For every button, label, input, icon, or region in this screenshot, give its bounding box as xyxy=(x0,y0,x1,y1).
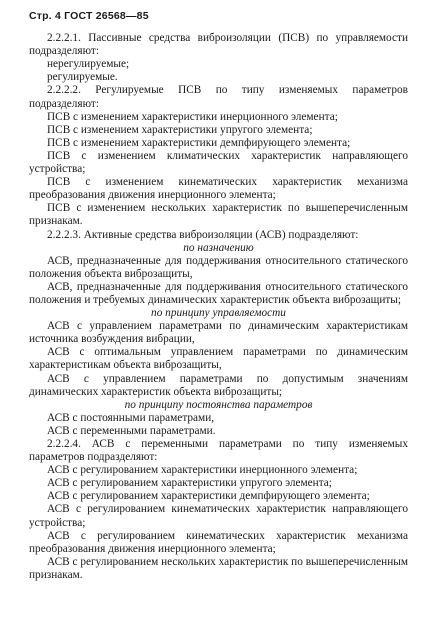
paragraph: 2.2.2.3. Активные средства виброизоляции (АСВ) подразделяют: xyxy=(47,228,359,241)
paragraph: ПСВ с изменением кинематических характеристик механизма преобразования движения инерционного элемента; xyxy=(29,176,408,202)
paragraph: нерегулируемые; xyxy=(47,58,130,71)
paragraph: АСВ, предназначенные для поддерживания относительного статического положения и требуемых динамических характеристик объекта виброзащиты; xyxy=(29,280,408,306)
paragraph: 2.2.2.4. АСВ с переменными параметрами по типу изменяемых параметров подразделяют: xyxy=(29,438,408,464)
paragraph: ПСВ с изменением характеристики упругого элемента; xyxy=(47,123,313,136)
section-subheading: по принципу управляемости xyxy=(151,307,286,320)
paragraph: 2.2.2.1. Пассивные средства виброизоляции (ПСВ) по управляемости подразделяют: xyxy=(29,32,408,58)
page-header: Стр. 4 ГОСТ 26568—85 xyxy=(29,10,149,22)
paragraph: регулируемые. xyxy=(47,71,118,84)
paragraph: АСВ с переменными параметрами. xyxy=(47,424,216,437)
section-subheading: по принципу постоянства параметров xyxy=(124,398,313,411)
paragraph: АСВ с оптимальным управлением параметрами по динамическим характеристикам объекта виброзащиты, xyxy=(29,346,408,372)
paragraph: АСВ с регулированием нескольких характеристик по вышеперечисленным признакам. xyxy=(29,555,408,581)
paragraph: АСВ с регулированием характеристики демпфирующего элемента; xyxy=(47,490,370,503)
paragraph: 2.2.2.2. Регулируемые ПСВ по типу изменяемых параметров подразделяют: xyxy=(29,84,408,110)
paragraph: АСВ с постоянными параметрами, xyxy=(47,411,215,424)
paragraph: АСВ, предназначенные для поддерживания относительного статического положения объекта виброзащиты, xyxy=(29,254,408,280)
paragraph: АСВ с регулированием характеристики упругого элемента; xyxy=(47,477,332,490)
paragraph: АСВ с управлением параметрами по динамическим характеристикам источника возбуждения вибрации, xyxy=(29,320,408,346)
paragraph: АСВ с регулированием характеристики инерционного элемента; xyxy=(47,464,358,477)
paragraph: АСВ с регулированием кинематических характеристик направляющего устройства; xyxy=(29,503,408,529)
paragraph: ПСВ с изменением характеристики демпфирующего элемента; xyxy=(47,136,351,149)
section-subheading: по назначению xyxy=(183,241,254,254)
document-body xyxy=(29,32,408,582)
paragraph: АСВ с регулированием кинематических характеристик механизма преобразования движения инерционного элемента; xyxy=(29,529,408,555)
paragraph: АСВ с управлением параметрами по допустимым значениям динамических характеристик объекта виброзащиты; xyxy=(29,372,408,398)
paragraph: ПСВ с изменением характеристики инерционного элемента; xyxy=(47,110,338,123)
paragraph: ПСВ с изменением климатических характеристик направляющего устройства; xyxy=(29,149,408,176)
paragraph: ПСВ с изменением нескольких характеристик по вышеперечисленным признакам. xyxy=(29,202,408,228)
